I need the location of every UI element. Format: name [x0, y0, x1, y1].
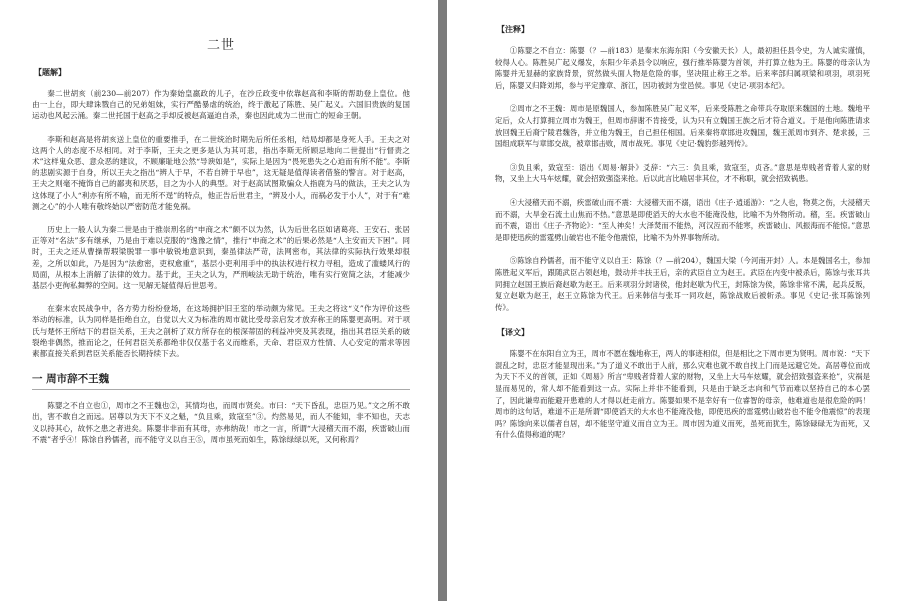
note-5: ⑤陈馀自矜儒者，而不能守义以自王：陈馀（？—前204），魏国大梁（今河南开封）人。本是魏国名士，参加陈胜起义军后，跟随武臣占领赵地，鼓动并丰扶王后，亲的武臣自立为赵王。武臣在内变中被杀后，陈馀与张耳共同拥立赵国王族后裔赵歇为赵王。后来项羽分封诸侯，他封赵歇为代王，封陈馀为侯，陈馀非常不满，起兵反叛，复立赵歇为赵王，赵王立陈馀为代王。后来韩信与张耳一同攻赵，陈馀战败后被斩杀。事见《史记·张耳陈馀列传》。 — [495, 256, 870, 312]
intro-paragraph-4: 在秦末农民战争中，各方势力纷纷登场，在这场拥护旧王室的举动颇为常见。王夫之将这“义”作为评价这些举动的标准，认为同样是拒绝自立，自觉以大义为标准的周市就比受母亲启发才放弃称王的陈婴更高明。对于项氏与楚怀王所结下的君臣关系，王夫之剖析了双方所存在的根深蒂固的利益冲突及其表现，指出其君臣关系的破裂绝非偶然，推而论之，任何君臣关系都绝非仅仅基于名义而维系，天命、君臣双方性情、人心安定的需求等因素都直接关系到君臣关系能否长期持续下去。 — [32, 304, 410, 359]
translation-paragraph: 陈婴不在东阳自立为王，周市不愿在魏地称王，两人的事迹相似，但是相比之下周市更为贤明。周市说：“天下混乱之时，忠臣才能显现出来。”为了道义不敢出于人前，那么灾难也就不敢自找上门而是远避它处。高居尊位而成为天下不义的首领，正如《周易》所言“卑贱者背着人家的财物，又坐上大马车炫耀，就会招致强盗来抢”，灾祸是显而易见的，常人却不能看到这一点。实际上并非不能看到，只是由于缺乏志向和气节而难以坚持自己的本心罢了，因此谦卑而能避开患难的人才得以赶走前方。陈婴如果不是幸好有一位睿智的母亲，他难道也是很危险的吗！周市的这句话，难道不正是所谓“即使滔天的大水也不能淹没他，即使迅疾的雷霆劈山破岩也不能令他震惊”的表现吗？陈馀向来以儒者自居，却不能坚守道义而自立为王。周市因为道义而死，虽死而犹生，陈馀碌碌无为而死，又有什么值得称道的呢？ — [495, 349, 870, 440]
note-4: ④大浸稽天而不溺，疾雷破山而不震：大浸稽天而不溺，语出《庄子·逍遥游》：“之人也，物莫之伤，大浸稽天而不溺，大旱金石流土山焦而不热。”意思是即使滔天的大水也不能淹没他，比喻不为外物所动。稽，至。疾雷破山而不震，语出《庄子·齐物论》：“至人神矣！大泽焚而不能热，河汉沍而不能寒，疾雷破山、风振海而不能惊。”意思是即使迅疾的雷霆劈山破岩也不能令他震惊，比喻不为外界事物所动。 — [495, 197, 870, 242]
section-heading: 一 周市辞不王魏 — [32, 371, 410, 390]
intro-paragraph-1: 秦二世胡亥（前230—前207）作为秦始皇嬴政的儿子，在沙丘政变中依靠赵高和李斯的帮助登上皇位。他由一上台，即大肆诛戮自己的兄弟姐妹，实行严酷暴虐的统治，终于激起了陈胜、吴广起义。六国旧贵族的复国运动也风起云涌。秦二世托国于赵高之手却反被赵高逼迫自杀，秦也因此成为二世而亡的短命王朝。 — [32, 89, 410, 121]
note-1: ①陈婴之不自立：陈婴（？—前183）是秦末东海东阳（今安徽天长）人，最初担任县令史，为人诚实谨慎，较得人心。陈胜吴广起义爆发，东阳少年杀县令以响应，强行推举陈婴为首领，并打算立他为王。陈婴的母亲认为陈婴并无显赫的家族背景，贸然做头面人物是危险的事，坚决阻止称王之举。后来率部归属项梁和项羽，项羽死后，陈婴又归降刘邦，参与平定豫章、浙江，因功被封为堂邑侯。事见《史记·项羽本纪》。 — [495, 46, 870, 90]
notes-heading: 【注释】 — [497, 24, 529, 34]
intro-heading: 【题解】 — [34, 67, 66, 77]
note-3: ③负且乘，致寇至：语出《周易·解卦》爻辞：“六三：负且乘，致寇至，贞吝。”意思是卑贱者背着人家的财物，又坐上大马车炫耀，就会招致强盗来抢。后以此言比喻居非其位，才不称职，就会招致祸患。 — [495, 162, 870, 184]
intro-paragraph-3: 历史上一般人认为秦二世是由于推崇刑名的“申商之术”颇不以为然，认为后世名臣如诸葛亮、王安石、张居正等对“名法”多有继承，乃是由于难以克服的“逸豫之情”，推行“申商之术”的后果必然是“人主安而天下困”。同时，王夫之还从曹操帮瑕梁脱罪一事中敏锐地意识到，秦虽律法严苛，法网密布，其法律的实际执行效果却很差，之所以如此，乃是因为“法愈密，吏权愈重”，基层小吏利用手中的执法权进行权力寻租，造成了滥蝼风行的局面，从根本上消解了法律的效力。基于此，王夫之认为，严刑峻法无助于统治，唯有实行宽简之法，才能减少基层小吏徇私舞弊的空间。这一见解无疑值得后世思考。 — [32, 225, 410, 291]
page-gutter — [438, 0, 447, 601]
chapter-title: 二世 — [206, 38, 235, 53]
original-text-paragraph: 陈婴之不自立也①，周市之不王魏也②，其情均也，而周市贤矣。市曰：“天下昏乱，忠臣乃见。”文之所不敢出，害不敢自之而远。居尊以为天下不义之魁，“负且乘，致寇至”③。灼然易见，而人不能知，非不知也，天志义以持其心，故怀之患之者进矣。陈婴非非而有其母，亦弗纳哉！市之一言，所谓“大浸稽天而不溺，疾雷破山而不震”者乎④！陈馀自矜儒者，而不能守义以自王⑤，周市虽死而如生，陈馀绿绿以死，又何称焉？ — [32, 401, 410, 444]
note-2: ②周市之不王魏：周市是原魏国人，参加陈胜吴广起义军，后来受陈胜之命带兵夺取原来魏国的土地。魏地平定后，众人打算拥立周市为魏王，但周市辞谢不肯接受，认为只有立魏国王族之后才符合道义。于是他向陈胜请求放回魏王后裔宁陵君魏咎，并立他为魏王，自己担任相国。后来秦将章邯进攻魏国，魏王派周市到齐、楚求援，三国组成联军与章邯交战，被章邯击败，周市战死。事见《史记·魏豹彭越列传》。 — [495, 104, 870, 149]
right-page — [447, 0, 898, 601]
left-page — [0, 0, 438, 601]
translation-heading: 【译文】 — [497, 327, 529, 338]
intro-paragraph-2: 李斯和赵高是将胡亥送上皇位的重要推手，在二世统治时期先后所任丞相，结局却都是身死人手。王夫之对这两个人的态度不尽相同。对于李斯，王夫之更多是认为其可悲，指出李斯无所顾忌地向二世提出“行督责之术”这样鬼众恶、意众恶的建议，不顾廉耻地公然“导谀如是”，实际上是因为“畏死患失之心迫而有所不能”。李斯的悲剧实源于自身，所以王夫之指出“辨人于早，不若自辨于早也”，这无疑是值得读者借鉴的警言。对于赵高，王夫之则毫不掩饰自己的鄙夷和厌恶，目之为小人的典型。对于赵高试图欺骗众人指鹿为马的做法，王夫之认为这体现了小人“利亦有所不喻，而无所不逞”的特点，他正告后世君主，“辨及小人，而祸必发于小人”，对于有“难测之心”的小人唯有敬终始以严密防范才能免祸。 — [32, 134, 410, 211]
